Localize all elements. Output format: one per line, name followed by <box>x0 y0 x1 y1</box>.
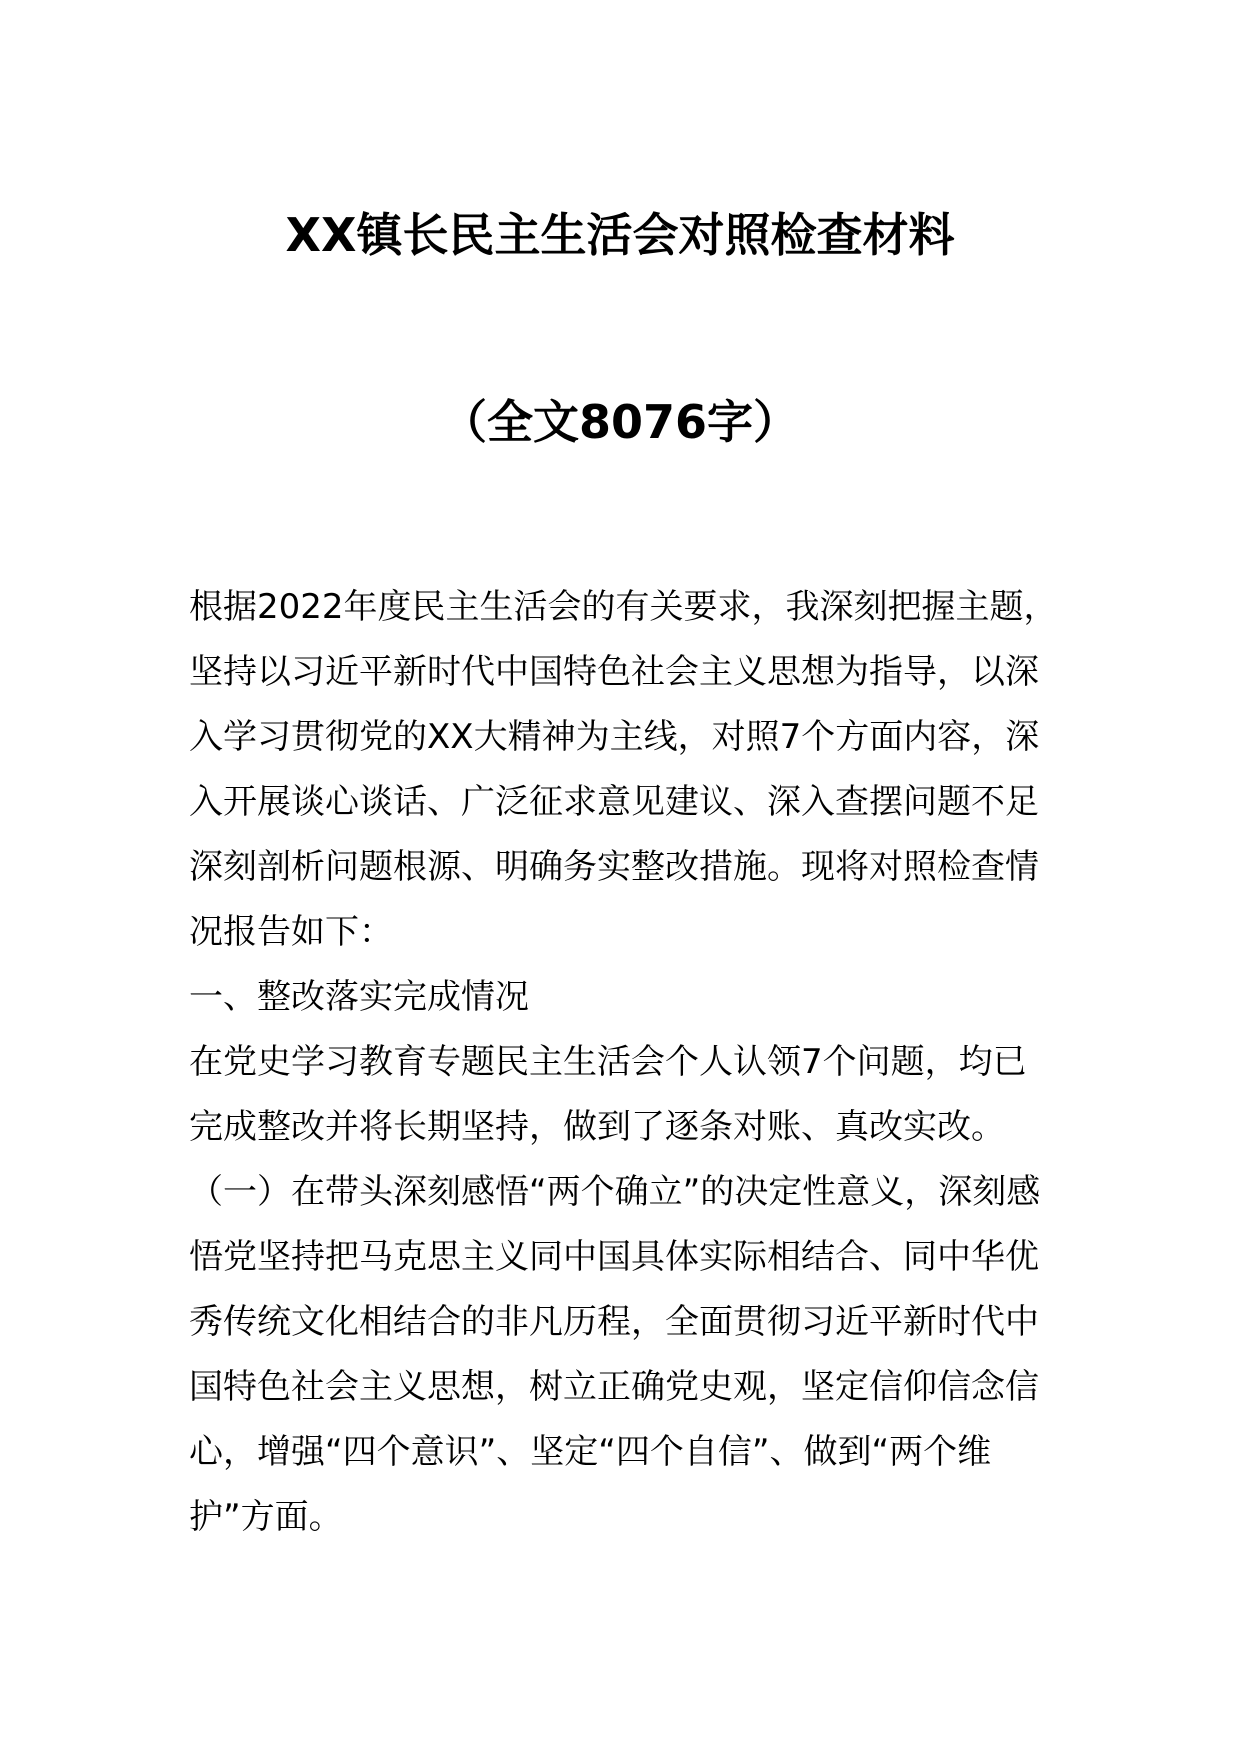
document-subtitle: （全文8076字） <box>440 395 800 449</box>
intro-paragraph: 根据2022年度民主生活会的有关要求，我深刻把握主题，坚持以习近平新时代中国特色社会主义思想为指导，以深入学习贯彻党的XX大精神为主线，对照7个方面内容，深入开展谈心谈话、广泛征求意见建议、深入查摆问题不足深刻剖析问题根源、明确务实整改措施。现将对照检查情况报告如下： <box>189 587 1058 952</box>
document-body <box>189 575 1059 1550</box>
subsection-paragraph: （一）在带头深刻感悟“两个确立”的决定性意义，深刻感悟党坚持把马克思主义同中国具体实际相结合、同中华优秀传统文化相结合的非凡历程，全面贯彻习近平新时代中国特色社会主义思想，树立正确党史观，坚定信仰信念信心，增强“四个意识”、坚定“四个自信”、做到“两个维护”方面。 <box>189 1172 1041 1537</box>
document-title: XX镇长民主生活会对照检查材料 <box>285 208 955 262</box>
section-heading: 一、整改落实完成情况 <box>189 977 529 1017</box>
paragraph: 在党史学习教育专题民主生活会个人认领7个问题，均已完成整改并将长期坚持，做到了逐条对账、真改实改。 <box>189 1042 1027 1147</box>
